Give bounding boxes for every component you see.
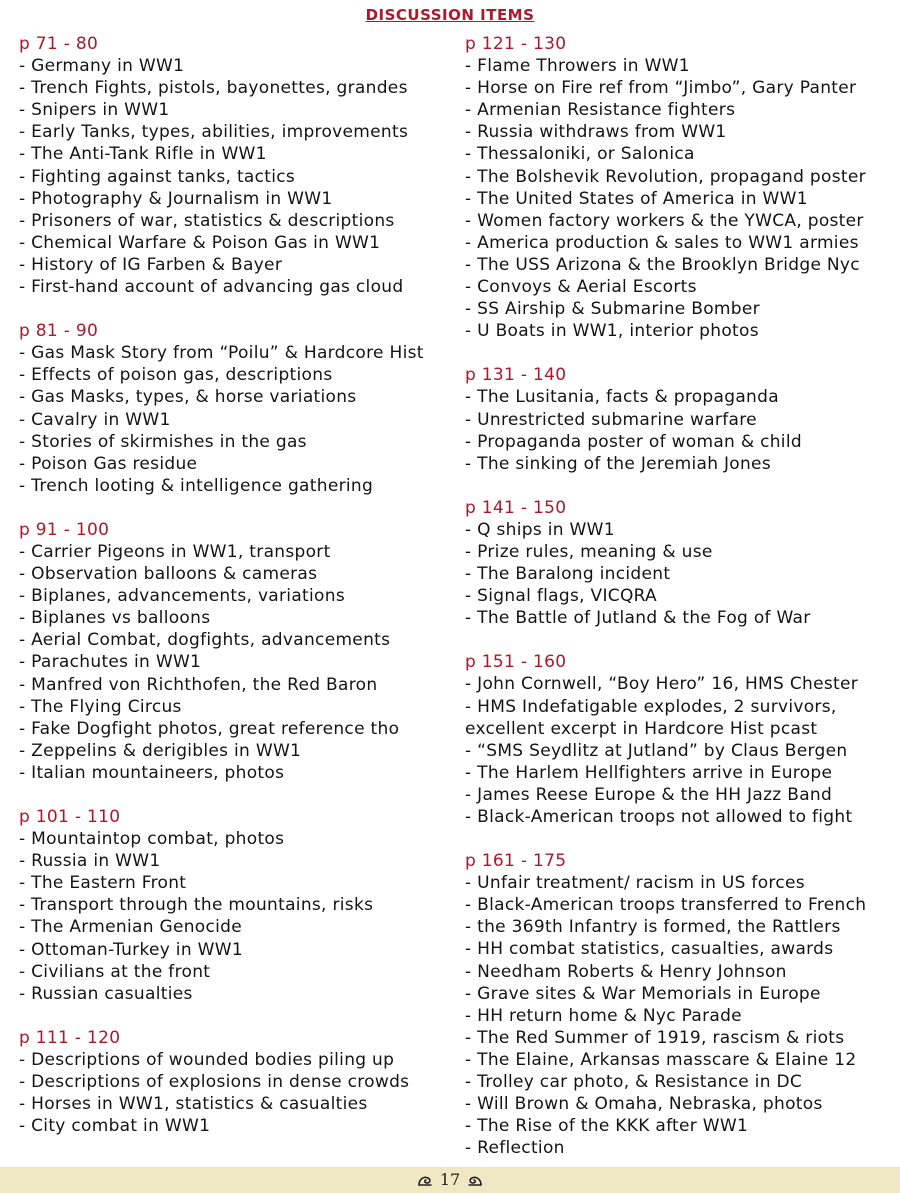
list-item: - The Lusitania, facts & propaganda (465, 387, 779, 408)
section-page-range: p 151 - 160 (465, 652, 567, 673)
list-item: - Fighting against tanks, tactics (19, 166, 296, 187)
list-item: - America production & sales to WW1 armies (465, 232, 859, 253)
list-item: - Early Tanks, types, abilities, improvements (19, 122, 409, 143)
list-item: - The Baralong incident (465, 564, 671, 585)
list-item: - The sinking of the Jeremiah Jones (465, 453, 771, 474)
list-item: - Women factory workers & the YWCA, poster (465, 210, 864, 231)
list-item: - Chemical Warfare & Poison Gas in WW1 (19, 232, 381, 253)
section-page-range: p 141 - 150 (465, 497, 567, 518)
list-item: - Convoys & Aerial Escorts (465, 277, 697, 298)
list-item: - Italian mountaineers, photos (19, 762, 285, 783)
list-item: - Grave sites & War Memorials in Europe (465, 983, 821, 1004)
list-item: - The USS Arizona & the Brooklyn Bridge Nyc (465, 254, 860, 275)
list-item: - Unfair treatment/ racism in US forces (465, 873, 805, 894)
list-item: - Descriptions of wounded bodies piling up (19, 1049, 395, 1070)
list-item: - Needham Roberts & Henry Johnson (465, 961, 787, 982)
list-item: - Trench Fights, pistols, bayonettes, grandes (19, 78, 408, 99)
list-item: - HMS Indefatigable explodes, 2 survivors, excellent excerpt in Hardcore Hist pcast (465, 696, 837, 739)
list-item: - Germany in WW1 (19, 56, 185, 77)
list-item: - Effects of poison gas, descriptions (19, 365, 333, 386)
list-item: - “SMS Seydlitz at Jutland” by Claus Bergen (465, 740, 848, 761)
list-item: - The Eastern Front (19, 873, 187, 894)
list-item: - James Reese Europe & the HH Jazz Band (465, 784, 833, 805)
list-item: - The Anti-Tank Rifle in WW1 (19, 144, 267, 165)
list-item: - Cavalry in WW1 (19, 409, 171, 430)
page-number: 17 (439, 1170, 461, 1189)
list-item: - Horses in WW1, statistics & casualties (19, 1094, 368, 1115)
discussion-list (19, 541, 449, 784)
list-item: - The Red Summer of 1919, rascism & riots (465, 1027, 845, 1048)
discussion-list (465, 673, 895, 828)
list-item: - Signal flags, VICQRA (465, 586, 657, 607)
list-item: - Snipers in WW1 (19, 100, 170, 121)
section-page-range: p 101 - 110 (19, 807, 121, 827)
list-item: - Descriptions of explosions in dense crowds (19, 1072, 410, 1093)
list-item: - Parachutes in WW1 (19, 652, 202, 673)
list-item: - Russia withdraws from WW1 (465, 122, 727, 143)
flourish-left-icon (416, 1171, 434, 1189)
list-item: - Biplanes, advancements, variations (19, 586, 345, 607)
section-page-range: p 161 - 175 (465, 851, 567, 872)
right-column (465, 33, 895, 1181)
section (19, 33, 449, 298)
section (19, 806, 449, 1005)
discussion-list (19, 828, 449, 1005)
list-item: - The Bolshevik Revolution, propagand poster (465, 166, 866, 187)
section (19, 320, 449, 497)
list-item: - Manfred von Richthofen, the Red Baron (19, 674, 378, 695)
list-item: - Black-American troops transferred to French (465, 895, 867, 916)
list-item: - Propaganda poster of woman & child (465, 431, 802, 452)
list-item: - Prisoners of war, statistics & descriptions (19, 210, 395, 231)
section (465, 497, 895, 630)
list-item: - First-hand account of advancing gas cloud (19, 277, 404, 298)
list-item: - Will Brown & Omaha, Nebraska, photos (465, 1094, 823, 1115)
list-item: - Prize rules, meaning & use (465, 541, 713, 562)
section-page-range: p 121 - 130 (465, 34, 567, 54)
list-item: - U Boats in WW1, interior photos (465, 321, 759, 342)
list-item: - Carrier Pigeons in WW1, transport (19, 541, 331, 562)
list-item: - Thessaloniki, or Salonica (465, 144, 695, 165)
discussion-list (465, 55, 895, 342)
list-item: - John Cornwell, “Boy Hero” 16, HMS Chester (465, 674, 858, 695)
list-item: - Mountaintop combat, photos (19, 829, 285, 850)
page-heading: DISCUSSION ITEMS (365, 6, 535, 24)
section (465, 850, 895, 1159)
left-column (19, 33, 449, 1159)
list-item: - Gas Masks, types, & horse variations (19, 387, 357, 408)
list-item: - The Elaine, Arkansas masscare & Elaine 12 (465, 1049, 857, 1070)
list-item: - The United States of America in WW1 (465, 188, 808, 209)
list-item: - The Harlem Hellfighters arrive in Europe (465, 762, 833, 783)
section (19, 519, 449, 784)
discussion-list (19, 342, 449, 497)
section-page-range: p 71 - 80 (19, 34, 99, 54)
list-item: - The Armenian Genocide (19, 917, 243, 938)
list-item: - Russian casualties (19, 983, 193, 1004)
list-item: - Zeppelins & derigibles in WW1 (19, 740, 302, 761)
section-page-range: p 81 - 90 (19, 321, 99, 342)
footer-bar (0, 1167, 900, 1193)
list-item: - History of IG Farben & Bayer (19, 254, 283, 275)
list-item: - Transport through the mountains, risks (19, 895, 374, 916)
list-item: - the 369th Infantry is formed, the Rattlers (465, 917, 841, 938)
list-item: - Reflection (465, 1138, 565, 1159)
list-item: - Fake Dogfight photos, great reference tho (19, 718, 400, 739)
list-item: - Black-American troops not allowed to fight (465, 807, 853, 827)
list-item: - Civilians at the front (19, 961, 211, 982)
section-page-range: p 111 - 120 (19, 1027, 121, 1048)
list-item: - The Battle of Jutland & the Fog of War (465, 608, 811, 629)
list-item: - Stories of skirmishes in the gas (19, 431, 307, 452)
list-item: - Russia in WW1 (19, 851, 161, 872)
section (465, 33, 895, 342)
discussion-list (19, 1049, 449, 1137)
list-item: - Aerial Combat, dogfights, advancements (19, 630, 391, 651)
list-item: - Poison Gas residue (19, 453, 198, 474)
list-item: - HH return home & Nyc Parade (465, 1005, 742, 1026)
list-item: - Observation balloons & cameras (19, 564, 318, 585)
section-page-range: p 91 - 100 (19, 519, 110, 540)
list-item: - City combat in WW1 (19, 1116, 211, 1137)
flourish-right-icon (466, 1171, 484, 1189)
list-item: - Biplanes vs balloons (19, 608, 211, 629)
list-item: - Trolley car photo, & Resistance in DC (465, 1072, 803, 1093)
list-item: - Photography & Journalism in WW1 (19, 188, 333, 209)
list-item: - HH combat statistics, casualties, awards (465, 939, 834, 960)
list-item: - Gas Mask Story from “Poilu” & Hardcore Hist (19, 343, 424, 364)
discussion-list (19, 55, 449, 298)
list-item: - Unrestricted submarine warfare (465, 409, 757, 430)
list-item: - Ottoman-Turkey in WW1 (19, 939, 243, 960)
list-item: - The Rise of the KKK after WW1 (465, 1116, 749, 1137)
discussion-list (465, 519, 895, 629)
section (465, 651, 895, 828)
list-item: - Flame Throwers in WW1 (465, 56, 690, 77)
section (465, 364, 895, 474)
section (19, 1027, 449, 1137)
section-page-range: p 131 - 140 (465, 365, 567, 386)
list-item: - Horse on Fire ref from “Jimbo”, Gary Panter (465, 78, 857, 99)
list-item: - The Flying Circus (19, 696, 182, 717)
list-item: - Trench looting & intelligence gathering (19, 475, 374, 496)
list-item: - Q ships in WW1 (465, 519, 615, 540)
discussion-list (465, 872, 895, 1159)
list-item: - Armenian Resistance fighters (465, 100, 736, 121)
discussion-list (465, 386, 895, 474)
list-item: - SS Airship & Submarine Bomber (465, 299, 760, 320)
